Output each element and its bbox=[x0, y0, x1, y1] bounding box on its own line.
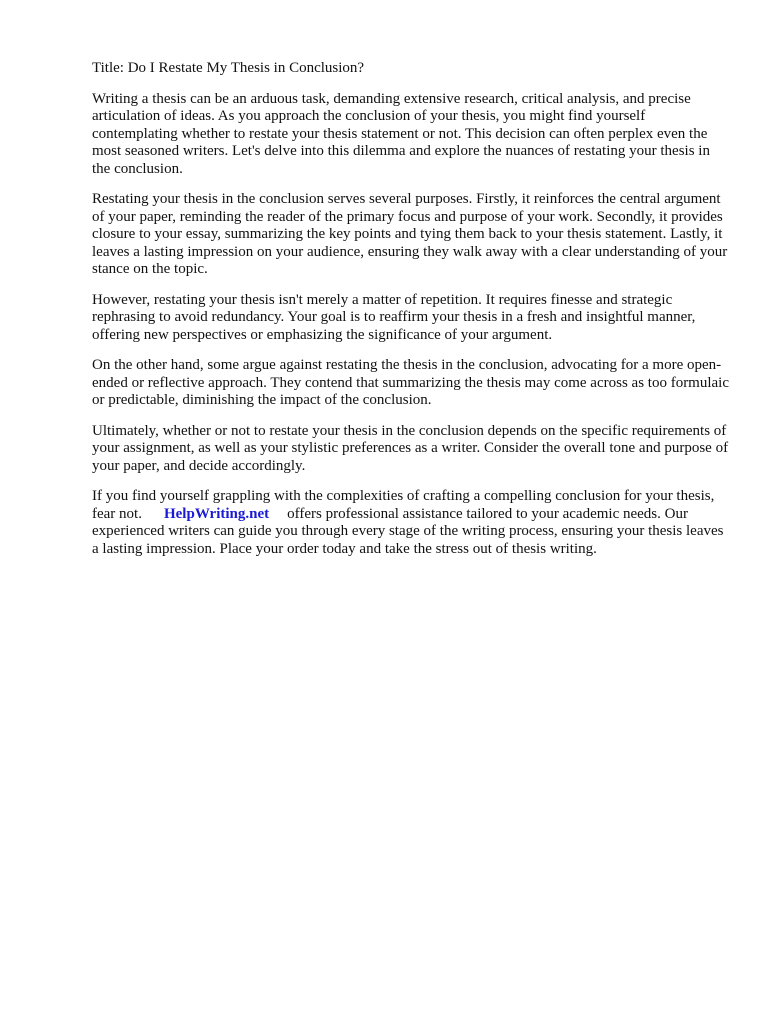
document-title: Title: Do I Restate My Thesis in Conclusion? bbox=[92, 60, 365, 76]
paragraph-6-before-link: If you find yourself grappling with the complexities of crafting a compelling conclusion for your thesis, fear not. bbox=[92, 488, 715, 522]
paragraph-2: Restating your thesis in the conclusion serves several purposes. Firstly, it reinforces the central argument of your paper, reminding the reader of the primary focus and purpose of your work. Secondly, it provides closure to your essay, summarizing the key points and tying them back to your thesis statement. Lastly, it leaves a lasting impression on your audience, ensuring they walk away with a clear understanding of your stance on the topic. bbox=[92, 191, 728, 277]
helpwriting-link[interactable]: HelpWriting.net bbox=[163, 505, 270, 522]
paragraph-4: On the other hand, some argue against restating the thesis in the conclusion, advocating for a more open-ended or reflective approach. They contend that summarizing the thesis may come across as too formulaic or predictable, diminishing the impact of the conclusion. bbox=[92, 357, 730, 408]
paragraph-3: However, restating your thesis isn't merely a matter of repetition. It requires finesse and strategic rephrasing to avoid redundancy. Your goal is to reaffirm your thesis in a fresh and insightful manner, offering new perspectives or emphasizing the significance of your argument. bbox=[92, 291, 696, 343]
document-body bbox=[92, 60, 732, 571]
paragraph-1: Writing a thesis can be an arduous task, demanding extensive research, critical analysis, and precise articulation of ideas. As you approach the conclusion of your thesis, you might find yourself contemplating whether to restate your thesis statement or not. This decision can often perplex even the most seasoned writers. Let's delve into this dilemma and explore the nuances of restating your thesis in the conclusion. bbox=[92, 90, 710, 177]
paragraph-6-after-link: offers professional assistance tailored to your academic needs. Our experienced writers can guide you through every stage of the writing process, ensuring your thesis leaves a lasting impression. Place your order today and take the stress out of thesis writing. bbox=[92, 505, 724, 557]
paragraph-5: Ultimately, whether or not to restate your thesis in the conclusion depends on the specific requirements of your assignment, as well as your stylistic preferences as a writer. Consider the overall tone and purpose of your paper, and decide accordingly. bbox=[92, 422, 729, 474]
paragraph-6 bbox=[92, 488, 732, 558]
